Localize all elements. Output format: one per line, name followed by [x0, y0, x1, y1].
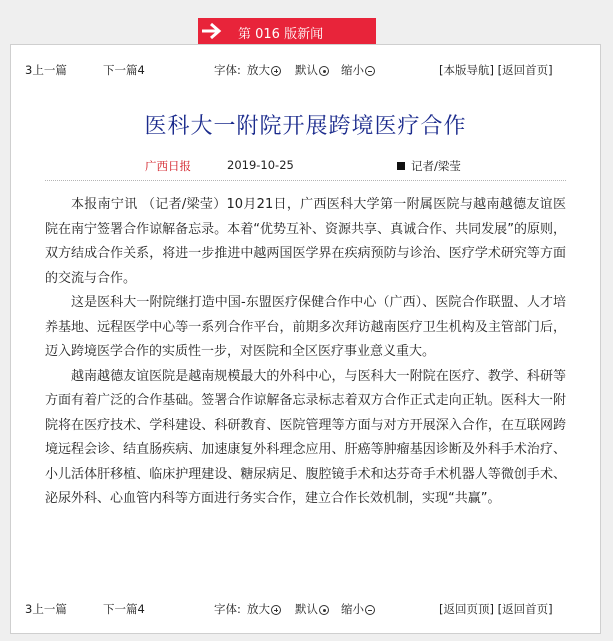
paragraph: 本报南宁讯 （记者/梁莹）10月21日，广西医科大学第一附属医院与越南越德友谊医院在南宁签署合作谅解备忘录。本着“优势互补、资源共享、真诚合作、共同发展”的原则，双方结成合作关系，将进一步推进中越两国医学界在疾病预防与诊治、医疗学术研究等方面的交流与合作。	[45, 197, 566, 286]
font-default-label: 默认	[295, 63, 318, 77]
dot-circle-icon	[319, 605, 329, 615]
font-default-label: 默认	[295, 602, 318, 616]
font-enlarge-label: 放大	[247, 602, 270, 616]
article-author-wrap	[397, 158, 461, 174]
font-size-label: 字体:	[214, 602, 241, 616]
bottom-nav-bar	[11, 601, 600, 621]
font-enlarge-button[interactable]	[247, 601, 281, 617]
font-default-button[interactable]	[295, 62, 329, 78]
next-article-link[interactable]: 下一篇4	[103, 602, 145, 616]
prev-article-link[interactable]: 3上一篇	[25, 63, 67, 77]
nav-links[interactable]: [返回页顶] [返回首页]	[439, 602, 553, 616]
article-body	[45, 193, 566, 512]
font-shrink-label: 缩小	[341, 63, 364, 77]
next-article-link[interactable]: 下一篇4	[103, 63, 145, 77]
font-default-button[interactable]	[295, 601, 329, 617]
font-enlarge-button[interactable]	[247, 62, 281, 78]
font-shrink-button[interactable]	[341, 601, 375, 617]
top-nav-bar	[11, 62, 600, 82]
minus-circle-icon	[365, 605, 375, 615]
font-shrink-label: 缩小	[341, 602, 364, 616]
section-banner	[198, 18, 376, 44]
article-title: 医科大一附院开展跨境医疗合作	[144, 114, 467, 139]
paragraph: 这是医科大一附院继打造中国-东盟医疗保健合作中心（广西）、医院合作联盟、人才培养基地、远程医学中心等一系列合作平台，前期多次拜访越南医疗卫生机构及主管部门后，迈入跨境医学合作的实质性一步，对医院和全区医疗事业意义重大。	[45, 295, 566, 359]
article-author: 记者/梁莹	[411, 159, 461, 173]
minus-circle-icon	[365, 66, 375, 76]
paragraph: 越南越德友谊医院是越南规模最大的外科中心，与医科大一附院在医疗、教学、科研等方面有着广泛的合作基础。签署合作谅解备忘录标志着双方合作正式走向正轨。医科大一附院将在医疗技术、学科建设、科研教育、医院管理等方面与对方开展深入合作，在互联网跨境远程会诊、结直肠疾病、加速康复外科理念应用、肝癌等肿瘤基因诊断及外科手术治疗、小儿活体肝移植、临床护理建设、糖尿病足、腹腔镜手术和达芬奇手术机器人等微创手术、泌尿外科、心血管内科等方面进行务实合作，建立合作长效机制，实现“共赢”。	[45, 368, 566, 506]
article-source: 广西日报	[145, 159, 191, 173]
font-size-label: 字体:	[214, 63, 241, 77]
dot-circle-icon	[319, 66, 329, 76]
nav-links[interactable]: [本版导航] [返回首页]	[439, 63, 553, 77]
font-enlarge-label: 放大	[247, 63, 270, 77]
font-shrink-button[interactable]	[341, 62, 375, 78]
divider	[45, 180, 566, 181]
square-bullet-icon	[397, 162, 405, 170]
plus-circle-icon	[271, 605, 281, 615]
plus-circle-icon	[271, 66, 281, 76]
article-meta	[11, 158, 600, 174]
right-arrow-icon	[198, 18, 228, 44]
article-panel	[10, 44, 601, 634]
section-label: 第 016 版新闻	[238, 27, 324, 42]
article-date: 2019-10-25	[227, 158, 294, 172]
prev-article-link[interactable]: 3上一篇	[25, 602, 67, 616]
